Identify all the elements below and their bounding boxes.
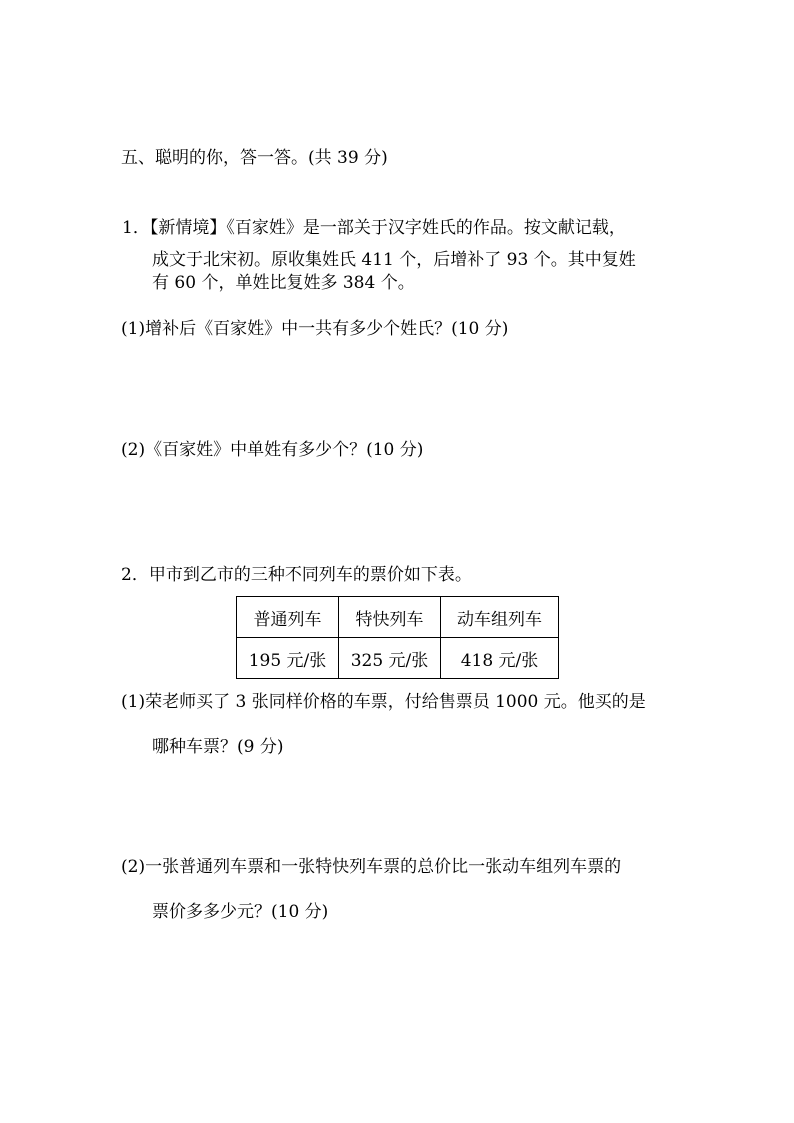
question-2-sub-2-line-2: 票价多多少元？(10 分) [152, 902, 329, 922]
table-row [237, 638, 559, 679]
section-title: 五、聪明的你，答一答。(共 39 分) [121, 148, 388, 168]
table-cell: 195 元/张 [237, 638, 339, 679]
question-1-line-3: 有 60 个，单姓比复姓多 384 个。 [152, 273, 415, 293]
table-header-cell: 动车组列车 [441, 597, 559, 638]
question-2-sub-2-line-1: (2)一张普通列车票和一张特快列车票的总价比一张动车组列车票的 [121, 857, 622, 877]
question-1-sub-1: (1)增补后《百家姓》中一共有多少个姓氏？(10 分) [121, 319, 509, 339]
table-cell: 325 元/张 [339, 638, 441, 679]
table-header-cell: 特快列车 [339, 597, 441, 638]
question-2-intro: 2．甲市到乙市的三种不同列车的票价如下表。 [121, 565, 472, 585]
question-1-line-2: 成文于北宋初。原收集姓氏 411 个，后增补了 93 个。其中复姓 [152, 250, 636, 270]
question-2-sub-1-line-1: (1)荣老师买了 3 张同样价格的车票，付给售票员 1000 元。他买的是 [121, 692, 646, 712]
question-1-line-1: 1．【新情境】《百家姓》是一部关于汉字姓氏的作品。按文献记载， [122, 218, 626, 238]
table-cell: 418 元/张 [441, 638, 559, 679]
table-header-cell: 普通列车 [237, 597, 339, 638]
table-header-row [237, 597, 559, 638]
question-2-sub-1-line-2: 哪种车票？(9 分) [152, 737, 284, 757]
ticket-price-table [236, 596, 559, 679]
question-1-sub-2: (2)《百家姓》中单姓有多少个？(10 分) [121, 440, 424, 460]
